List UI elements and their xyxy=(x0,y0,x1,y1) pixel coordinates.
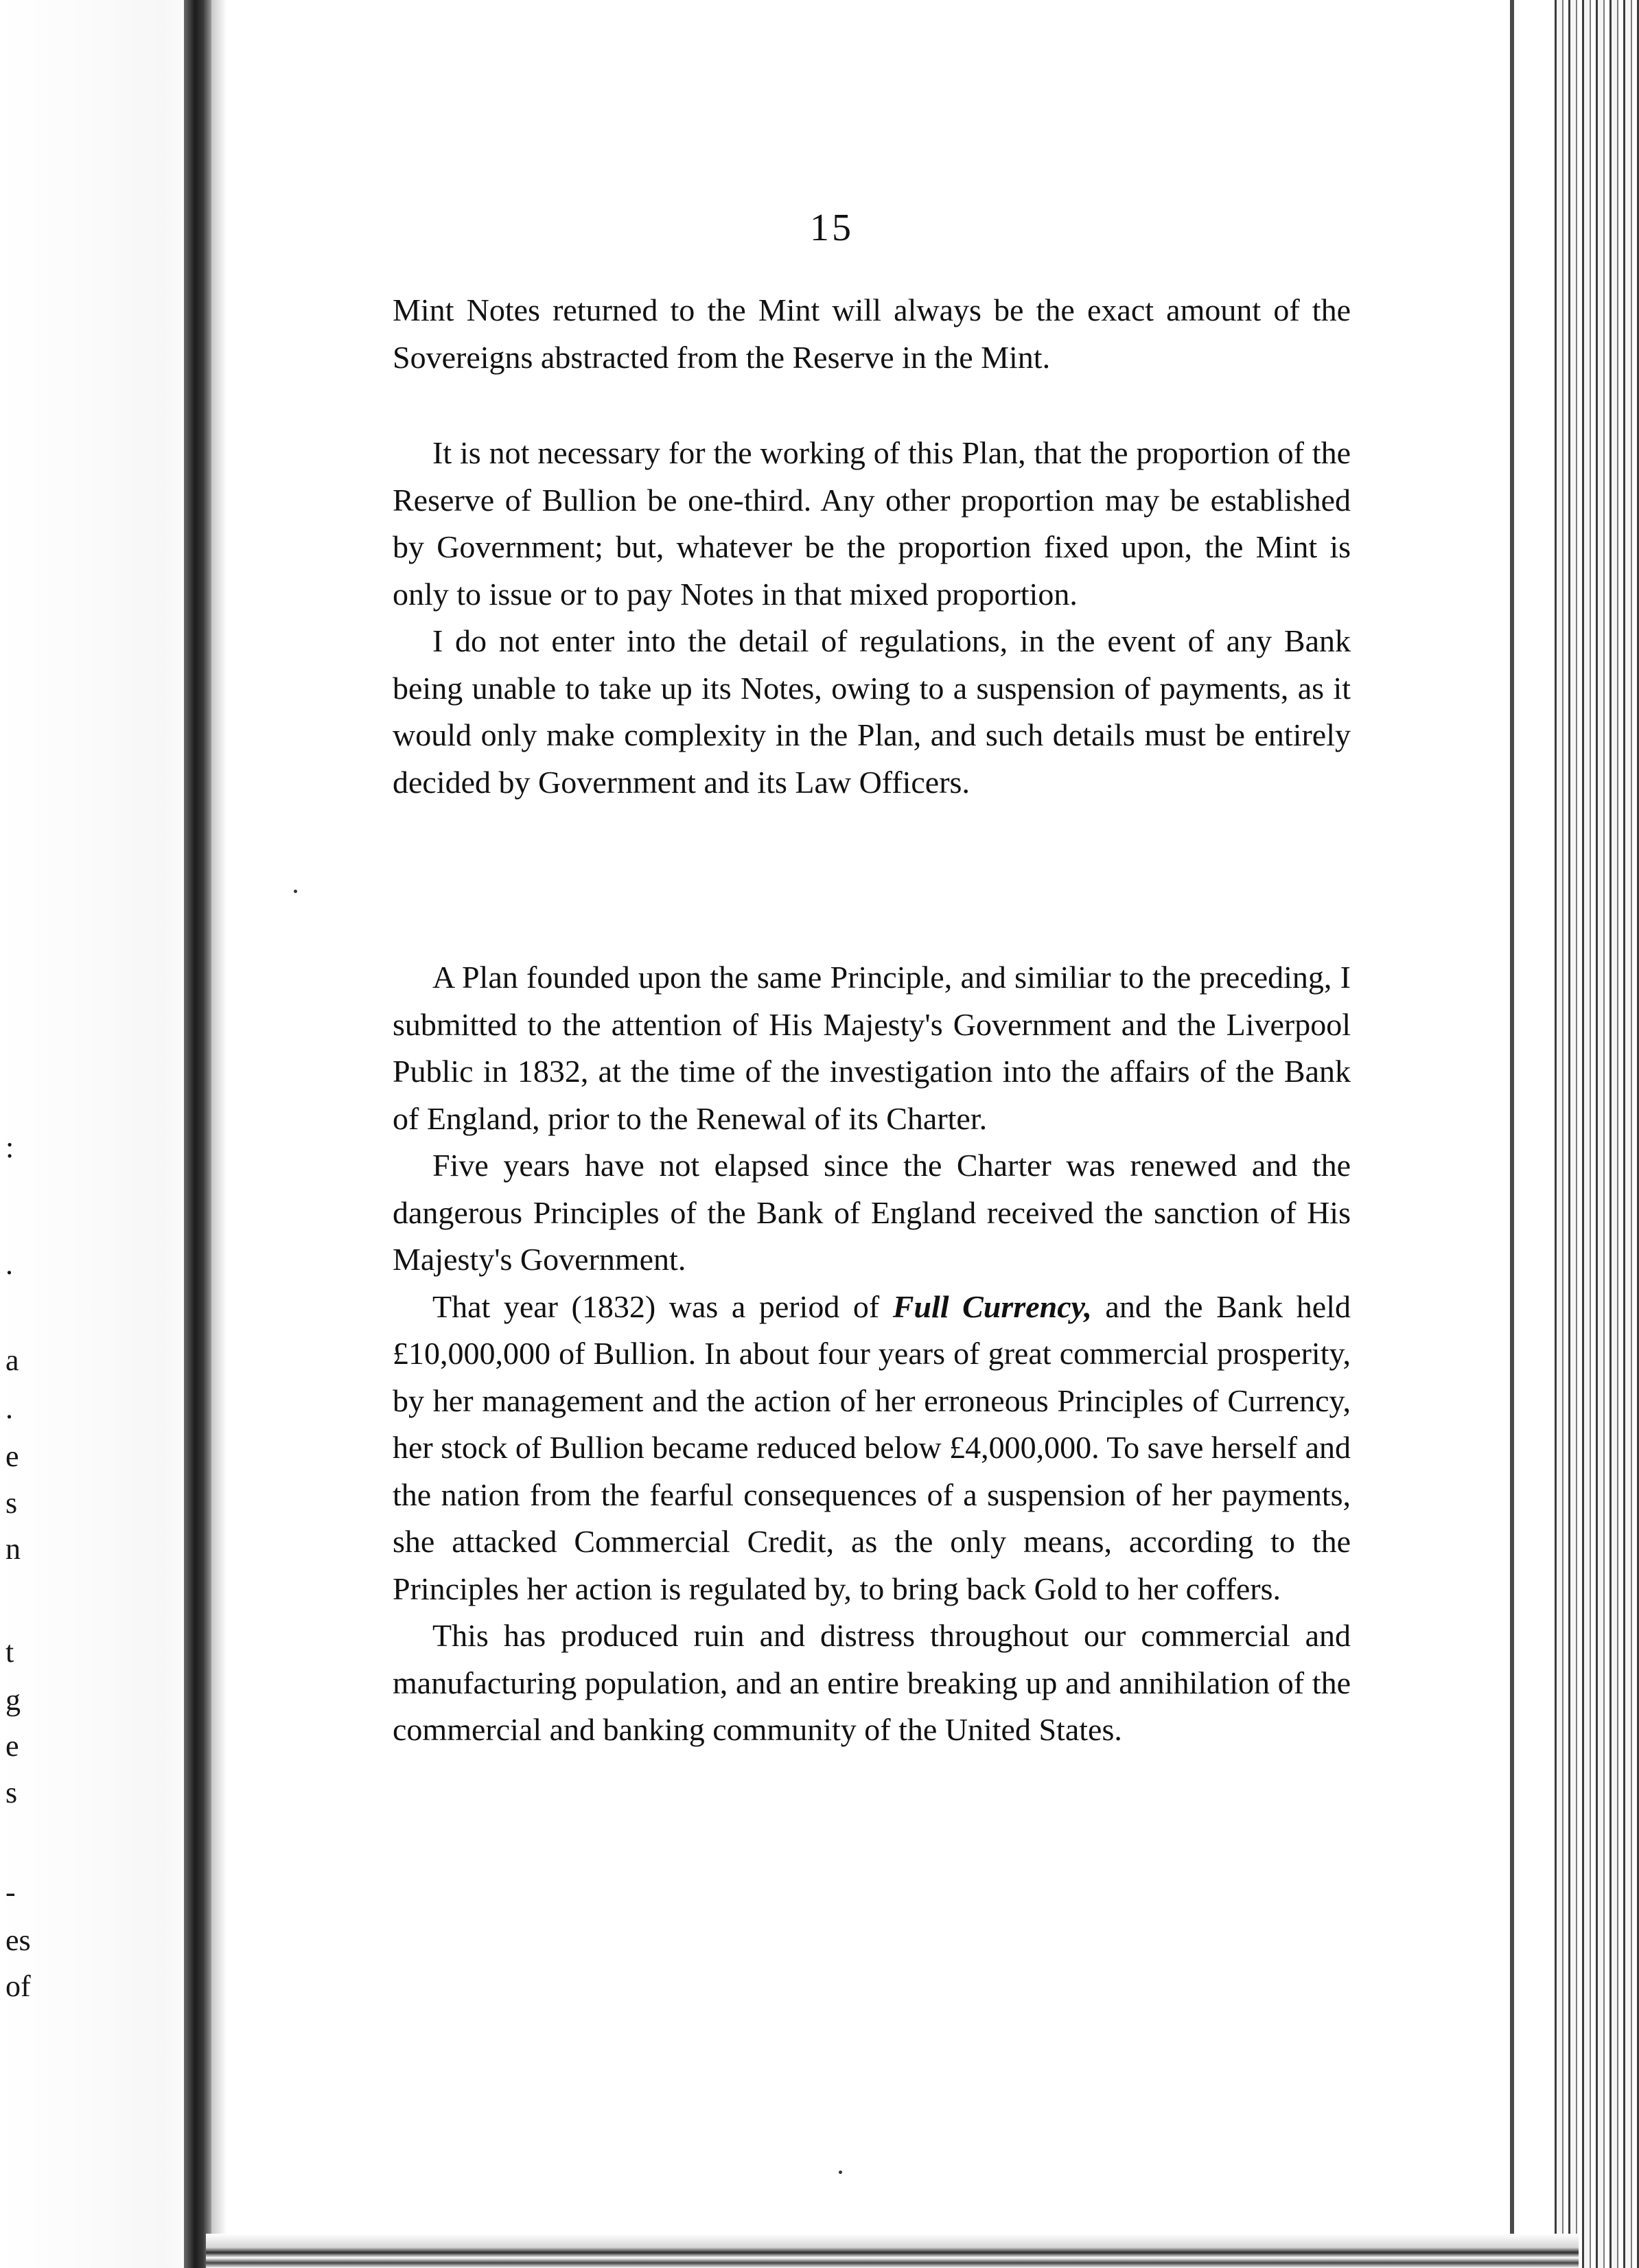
paragraph: A Plan founded upon the same Principle, and similiar to the preceding, I submitted to the attention of His Majesty's Government and the Liverpool Public in 1832, at the time of the investigation into the affairs of the Bank of England, prior to the Renewal of its Charter. xyxy=(393,960,1351,1136)
fragment: of xyxy=(5,1969,31,2003)
stray-ink-dot xyxy=(839,2171,842,2174)
paragraph: Five years have not elapsed since the Charter was renewed and the dangerous Principles of the Bank of England received the sanction of His Majesty's Government. xyxy=(393,1148,1351,1277)
fragment: . xyxy=(5,1247,13,1281)
paragraph: I do not enter into the detail of regulations, in the event of any Bank being unable to take up its Notes, owing to a suspension of payments, as it would only make complexity in the Plan, and such details must be entirely decided by Government and its Law Officers. xyxy=(393,623,1351,800)
paragraph: This has produced ruin and distress throughout our commercial and manufacturing population, and an entire breaking up and annihilation of the commercial and banking community of the United States. xyxy=(393,1618,1351,1747)
fragment: es xyxy=(5,1923,31,1957)
paragraph: Mint Notes returned to the Mint will always be the exact amount of the Sovereigns abstracted from the Reserve in the Mint. xyxy=(393,292,1351,375)
text-run: and the Bank held £10,000,000 of Bullion. In about four years of great commercial prosperity, by her management and the action of her erroneous Principles of Currency, her stock of Bullion became reduced below £4,000,000. To save herself and the nation from the fearful consequences of a suspension of her payments, she attacked Commercial Credit, as the only means, according to the Principles her action is regulated by, to bring back Gold to her coffers. xyxy=(393,1288,1351,1606)
fragment: g xyxy=(5,1683,21,1717)
emphasis-text: Full Currency, xyxy=(892,1288,1092,1324)
paragraph: It is not necessary for the working of this Plan, that the proportion of the Reserve of Bullion be one-third. Any other proportion may be established by Government; but, whatever be the proportion fixed upon, the Mint is only to issue or to pay Notes in that mixed proportion. xyxy=(393,435,1351,612)
page-stack-edge xyxy=(1550,0,1639,2268)
fragment: : xyxy=(5,1131,14,1164)
text-section-1 xyxy=(393,430,1351,806)
stray-ink-dot xyxy=(294,890,297,893)
gutter-shadow xyxy=(211,0,226,2268)
fragment: . xyxy=(5,1391,13,1425)
text-run: That year (1832) was a period of xyxy=(432,1288,893,1324)
paragraph xyxy=(393,1284,1351,1613)
paragraph-continuation xyxy=(393,287,1351,381)
page-bottom-edge xyxy=(206,2234,1579,2268)
fragment: s xyxy=(5,1486,18,1520)
fragment: - xyxy=(5,1875,16,1909)
fragment: a xyxy=(5,1343,19,1377)
page-number: 15 xyxy=(810,207,854,249)
binding-gutter-line xyxy=(184,0,211,2268)
fragment: n xyxy=(5,1532,21,1566)
fragment: e xyxy=(5,1439,19,1473)
text-section-2 xyxy=(393,954,1351,1754)
fragment: s xyxy=(5,1776,18,1809)
fragment: e xyxy=(5,1729,19,1763)
page-right-border xyxy=(1510,0,1514,2268)
facing-page-edge xyxy=(0,0,206,2268)
fragment: t xyxy=(5,1635,14,1669)
